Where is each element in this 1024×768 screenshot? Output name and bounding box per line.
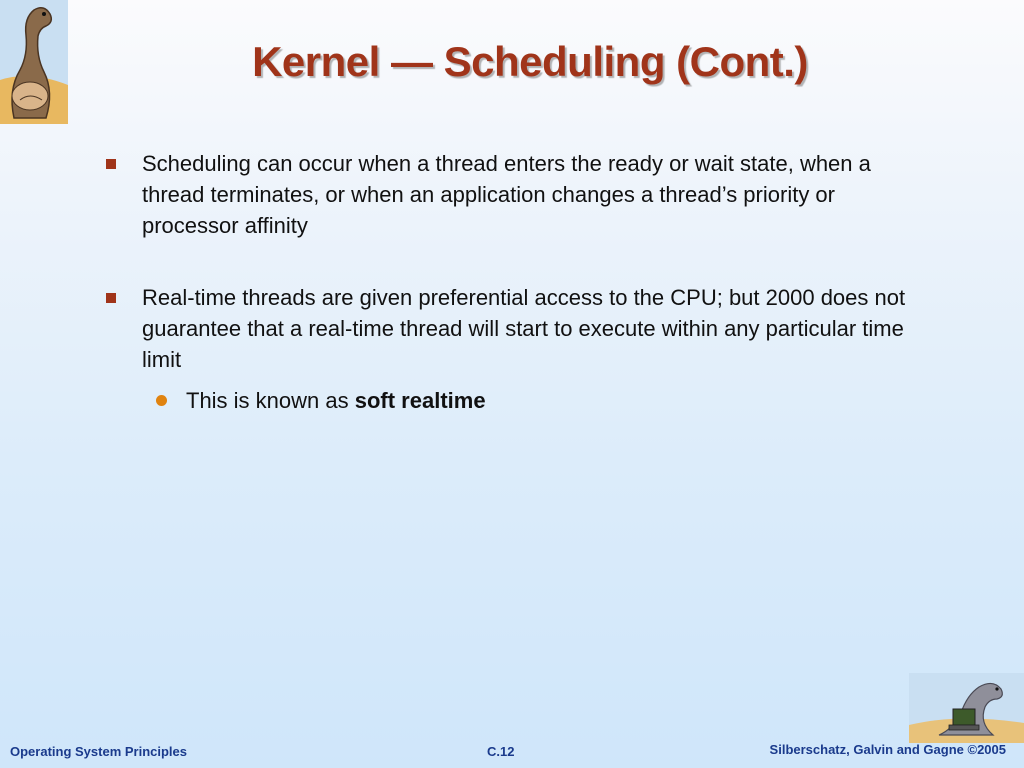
slide-content — [100, 148, 920, 416]
bullet-text: Real-time threads are given preferential access to the CPU; but 2000 does not guarantee that a real-time thread will start to execute within any particular time limit — [142, 285, 906, 372]
dinosaur-icon — [0, 0, 68, 124]
square-bullet-icon — [106, 159, 116, 169]
dinosaur-laptop-icon — [909, 673, 1024, 743]
footer-copyright: Silberschatz, Galvin and Gagne ©2005 — [769, 742, 1006, 757]
square-bullet-icon — [106, 293, 116, 303]
footer-course-name: Operating System Principles — [10, 744, 188, 759]
footer-page-number: C.12 — [487, 744, 515, 759]
list-item — [100, 148, 920, 241]
round-bullet-icon — [156, 395, 167, 406]
slide-title: Kernel — Scheduling (Cont.) — [252, 38, 808, 85]
sub-bullet-emphasis: soft realtime — [354, 388, 486, 413]
list-item — [100, 282, 920, 416]
sub-list-item — [142, 385, 920, 416]
sub-bullet-prefix: This is known as — [186, 388, 355, 413]
bullet-text: Scheduling can occur when a thread enters the ready or wait state, when a thread terminates, or when an application changes a thread’s priority or processor affinity — [142, 151, 871, 238]
sub-bullet-list — [142, 385, 920, 416]
bullet-list — [100, 148, 920, 416]
